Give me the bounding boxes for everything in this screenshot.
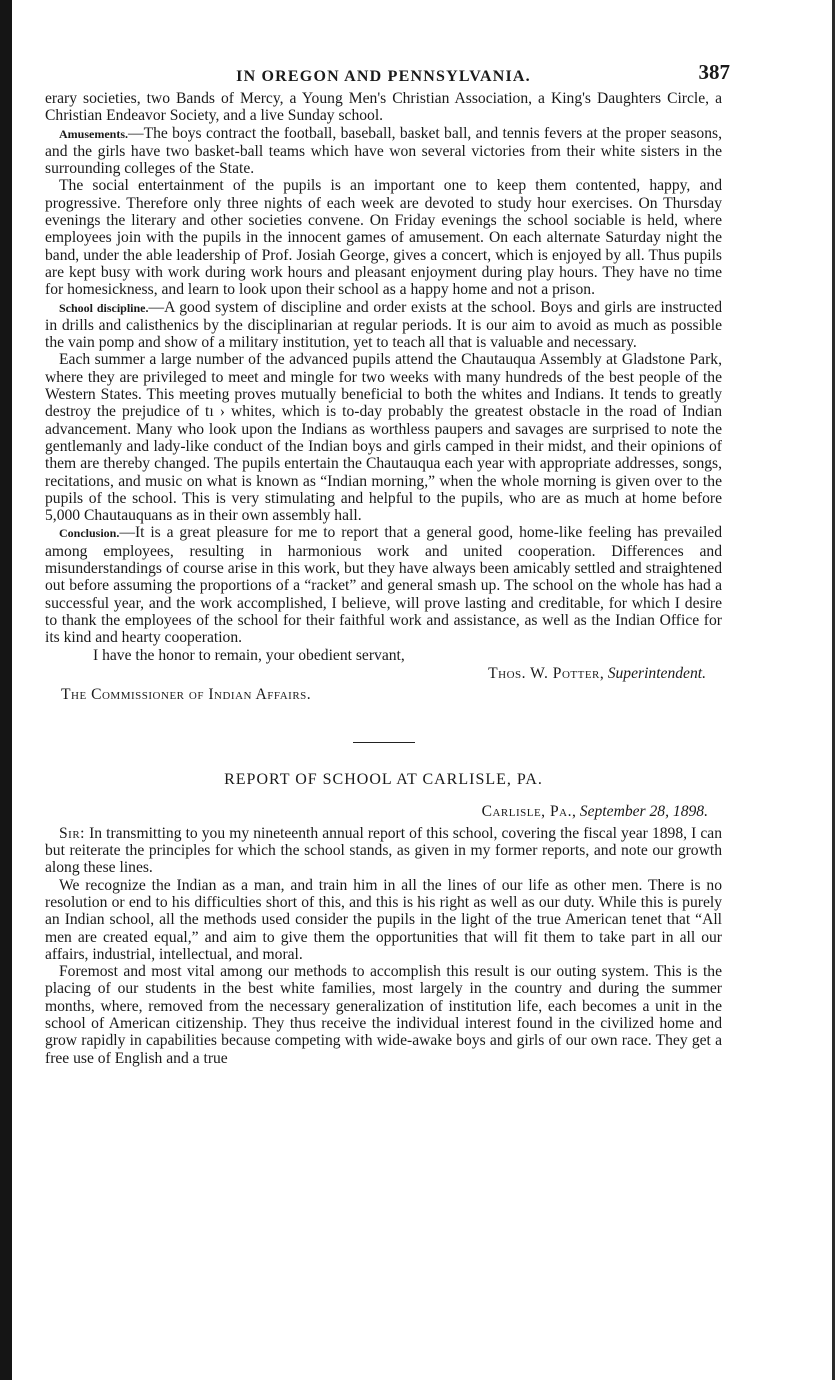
amusements-text: —The boys contract the football, baseball, basket ball, and tennis fevers at the proper seasons, and the girls have two basket-ball teams which have won several victories from their white sisters in the surrounding colleges of the State. (45, 124, 722, 178)
dateline-place: Carlisle, Pa. (481, 802, 572, 820)
paragraph-social: The social entertainment of the pupils is an important one to keep them contented, happy, and progressive. Therefore only three nights of each week are devoted to study hour exercises. On Thursday evenings the literary and other societies convene. On Friday evenings the school sociable is held, where employees join with the pupils in the innocent games of amusement. On each alternate Saturday night the band, under the able leadership of Prof. Josiah George, gives a concert, which is enjoyed by all. Thus pupils are kept busy with work during work hours and pleasant enjoyment during play hours. They have no time for homesickness, and learn to look upon their school as a happy home and not a prison. (45, 177, 722, 299)
salutation: Sir: (59, 824, 86, 842)
sidehead-conclusion: Conclusion. (59, 526, 120, 541)
paragraph-conclusion (45, 524, 722, 646)
dateline: Carlisle, Pa., September 28, 1898. (481, 802, 708, 820)
page-number: 387 (698, 60, 730, 84)
sidehead-amusements: Amusements. (59, 126, 128, 141)
running-title: IN OREGON AND PENNSYLVANIA. (236, 68, 531, 85)
signature-title: Superintendent. (607, 664, 706, 682)
paragraph-societies: erary societies, two Bands of Mercy, a Young Men's Christian Association, a King's Daughters Circle, a Christian Endeavor Society, and a live Sunday school. (45, 90, 722, 125)
discipline-text: —A good system of discipline and order exists at the school. Boys and girls are instructed in drills and calisthenics by the disciplinarian at regular periods. It is our aim to avoid as much as possible the vain pomp and show of a military institution, yet to teach all that is valuable and necessary. (45, 298, 723, 352)
paragraph-chautauqua: Each summer a large number of the advanced pupils attend the Chautauqua Assembly at Gladstone Park, where they are privileged to meet and mingle for two weeks with many hundreds of the best people of the Western States. This meeting proves mutually beneficial to both the whites and Indians. It tends to greatly destroy the prejudice of tı › whites, which is to-day probably the greatest obstacle in the road of Indian advancement. Many who look upon the Indians as worthless paupers and savages are surprised to note the gentlemanly and lady-like conduct of the Indian boys and girls camped in their midst, and their opinions of them are thereby changed. The pupils entertain the Chautauqua each year with appropriate addresses, songs, recitations, and music on what is known as “Indian morning,” when the whole morning is given over to the pupils of the school. This is very stimulating and helpful to the pupils, who are as much at home before 5,000 Chautauquans as in their own assembly hall. (45, 351, 722, 525)
sidehead-discipline: School discipline. (59, 300, 149, 315)
conclusion-text: —It is a great pleasure for me to report that a general good, home-like feeling has prevailed among employees, resulting in harmonious work and united cooperation. Differences and misunderstandings of course arise in this work, but they have always been amicably settled and straightened out before assuming the proportions of a “racket” and general smash up. The school on the whole has had a successful year, and the work accomplished, I believe, will prove lasting and creditable, for which I desire to thank the employees of the school for their faithful work and assistance, as well as the Indian Office for its kind and hearty cooperation. (45, 524, 722, 647)
addressee: The Commissioner of Indian Affairs. (61, 685, 312, 703)
paragraph-recognize: We recognize the Indian as a man, and train him in all the lines of our life as other men. There is no resolution or end to his difficulties short of this, and this is his right as well as our duty. While this is purely an Indian school, all the methods used consider the pupils in the light of the true American tenet that “All men are created equal,” and aim to give them the opportunities that will fit them to take part in all our affairs, industrial, intellectual, and moral. (45, 876, 722, 963)
paragraph-discipline (45, 299, 722, 352)
dateline-date: September 28, 1898. (579, 802, 708, 820)
page-content (45, 58, 730, 1067)
signature-name: Thos. W. Potter (488, 664, 600, 682)
closing-line: I have the honor to remain, your obedient servant, (93, 646, 405, 664)
scan-left-edge (0, 0, 12, 1380)
report-heading: REPORT OF SCHOOL AT CARLISLE, PA. (224, 770, 543, 788)
transmitting-text: In transmitting to you my nineteenth annual report of this school, covering the fiscal year 1898, I can but reiterate the principles for which the school stands, as given in my former reports, and note our growth along these lines. (45, 824, 722, 877)
paragraph-transmitting (45, 825, 722, 877)
paragraph-outing: Foremost and most vital among our methods to accomplish this result is our outing system. This is the placing of our students in the best white families, most largely in the country and during the summer months, where, removed from the necessary generalization of institution life, each becomes a unit in the school of American citizenship. They thus receive the individual interest found in the civilized home and grow rapidly in capabilities because competing with wide-awake boys and girls of our own race. They get a free use of English and a true (45, 963, 722, 1067)
running-head (45, 58, 730, 90)
signature: Thos. W. Potter, Superintendent. (488, 664, 706, 682)
paragraph-amusements (45, 125, 722, 178)
section-divider (353, 742, 415, 743)
